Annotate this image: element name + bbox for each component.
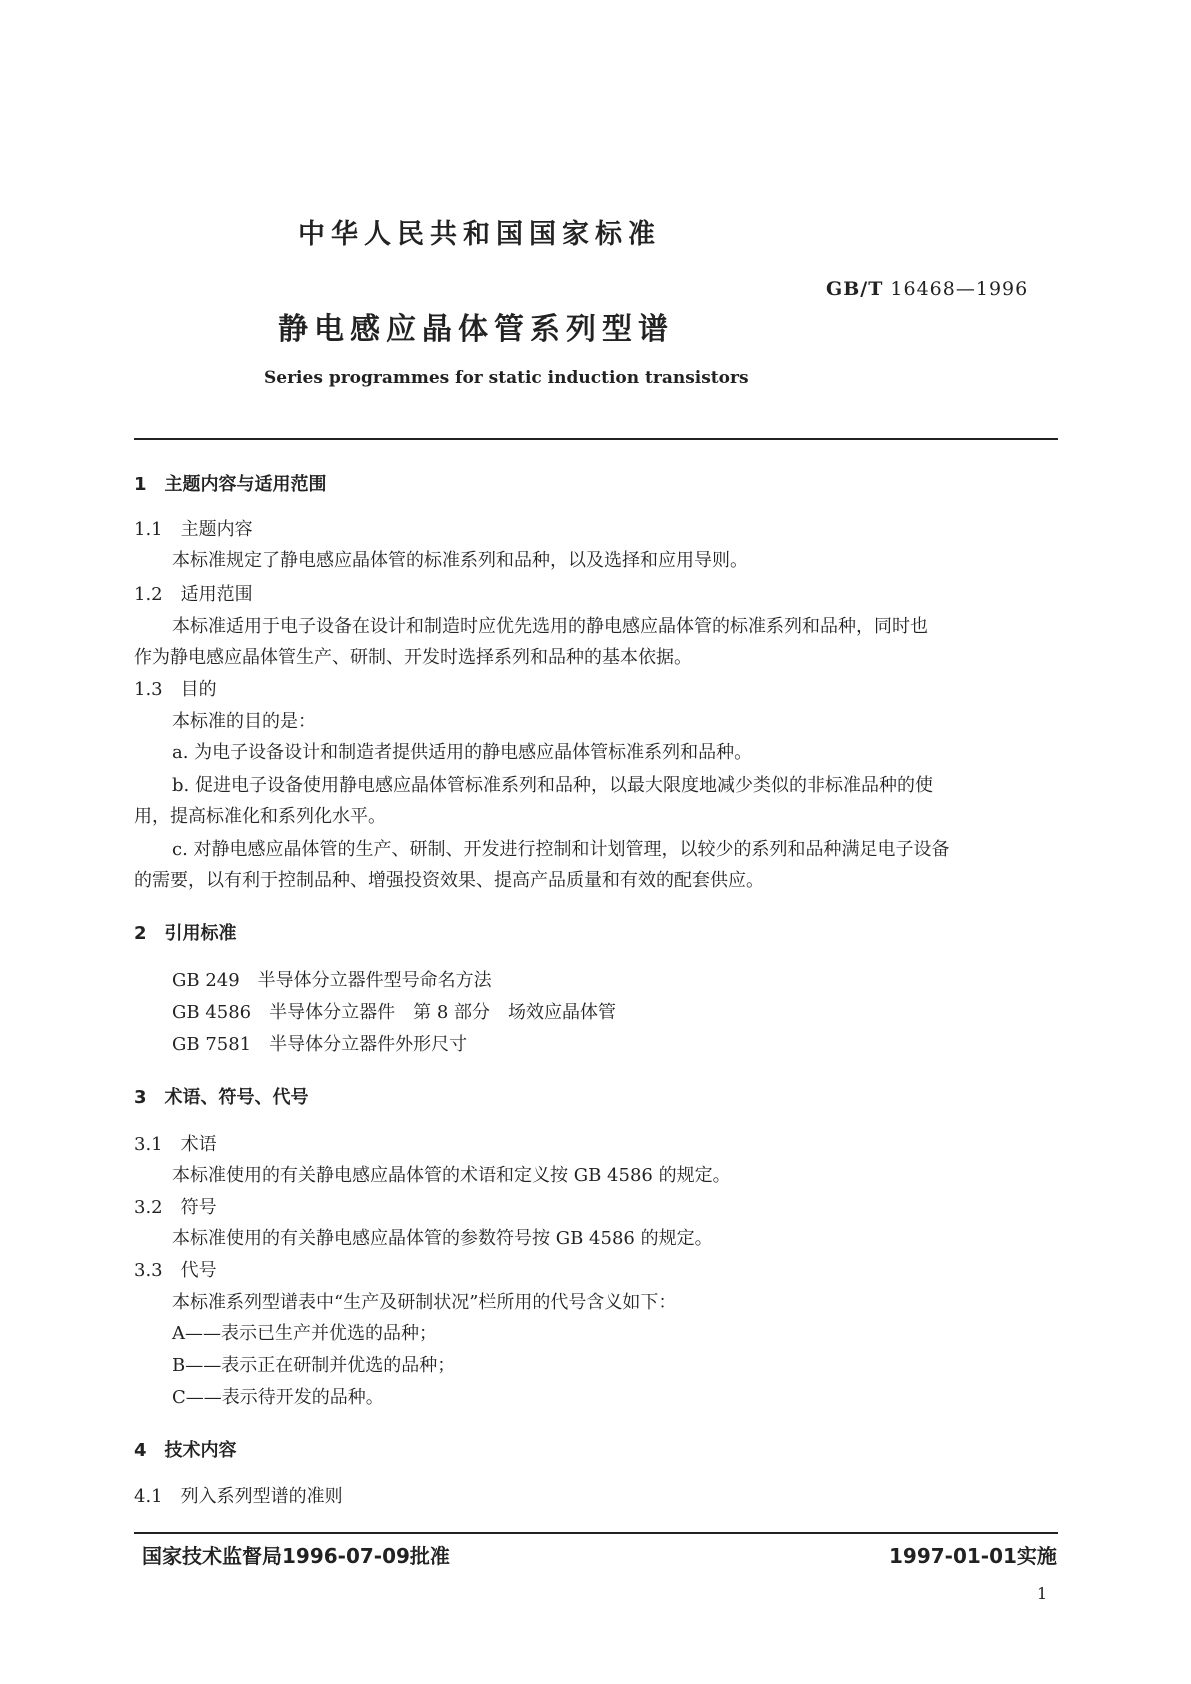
section-3-heading: 3 术语、符号、代号 — [134, 1087, 309, 1108]
section-4-1-heading: 4.1 列入系列型谱的准则 — [134, 1486, 343, 1507]
reference-item: GB 7581 半导体分立器件外形尺寸 — [172, 1034, 468, 1055]
section-1-3-item-c-line1: c. 对静电感应晶体管的生产、研制、开发进行控制和计划管理，以较少的系列和品种满足电子设备 — [172, 839, 950, 860]
section-3-1-heading: 3.1 术语 — [134, 1134, 217, 1155]
document-title-cn: 静电感应晶体管系列型谱 — [278, 312, 674, 347]
section-1-2-line2: 作为静电感应晶体管生产、研制、开发时选择系列和品种的基本依据。 — [134, 647, 692, 668]
code-definition-b: B——表示正在研制并优选的品种； — [172, 1355, 456, 1376]
section-1-3-heading: 1.3 目的 — [134, 679, 217, 700]
implementation-date: 1997-01-01实施 — [889, 1544, 1057, 1568]
section-1-3-item-c-line2: 的需要，以有利于控制品种、增强投资效果、提高产品质量和有效的配套供应。 — [134, 870, 764, 891]
section-3-2-heading: 3.2 符号 — [134, 1197, 217, 1218]
section-2-heading: 2 引用标准 — [134, 923, 237, 944]
section-3-3-heading: 3.3 代号 — [134, 1260, 217, 1281]
section-3-3-intro: 本标准系列型谱表中“生产及研制状况”栏所用的代号含义如下： — [172, 1292, 677, 1313]
document-title-en: Series programmes for static induction transistors — [264, 368, 749, 388]
code-definition-c: C——表示待开发的品种。 — [172, 1387, 384, 1408]
section-1-3-item-b-line2: 用，提高标准化和系列化水平。 — [134, 806, 386, 827]
standard-code-number: 16468—1996 — [890, 278, 1029, 300]
section-1-3-item-b-line1: b. 促进电子设备使用静电感应晶体管标准系列和品种，以最大限度地减少类似的非标准品种的使 — [172, 775, 933, 796]
header-divider — [134, 438, 1058, 440]
reference-item: GB 4586 半导体分立器件 第 8 部分 场效应晶体管 — [172, 1002, 617, 1023]
code-definition-a: A——表示已生产并优选的品种； — [172, 1323, 437, 1344]
section-1-3-intro: 本标准的目的是： — [172, 711, 316, 732]
section-1-2-heading: 1.2 适用范围 — [134, 584, 253, 605]
reference-item: GB 249 半导体分立器件型号命名方法 — [172, 970, 492, 991]
standard-code — [826, 278, 1028, 300]
standard-code-prefix: GB/T — [826, 278, 884, 300]
page-number: 1 — [1037, 1584, 1048, 1603]
section-4-heading: 4 技术内容 — [134, 1440, 237, 1461]
footer-divider — [134, 1532, 1058, 1534]
national-standard-heading: 中华人民共和国国家标准 — [298, 219, 661, 250]
approval-date: 国家技术监督局1996-07-09批准 — [142, 1544, 450, 1568]
section-1-heading: 1 主题内容与适用范围 — [134, 474, 327, 495]
section-3-1-text: 本标准使用的有关静电感应晶体管的术语和定义按 GB 4586 的规定。 — [172, 1165, 731, 1186]
section-1-2-line1: 本标准适用于电子设备在设计和制造时应优先选用的静电感应晶体管的标准系列和品种，同时也 — [172, 616, 928, 637]
section-3-2-text: 本标准使用的有关静电感应晶体管的参数符号按 GB 4586 的规定。 — [172, 1228, 713, 1249]
section-1-3-item-a: a. 为电子设备设计和制造者提供适用的静电感应晶体管标准系列和品种。 — [172, 742, 753, 763]
section-1-1-heading: 1.1 主题内容 — [134, 519, 253, 540]
section-1-1-text: 本标准规定了静电感应晶体管的标准系列和品种，以及选择和应用导则。 — [172, 550, 748, 571]
